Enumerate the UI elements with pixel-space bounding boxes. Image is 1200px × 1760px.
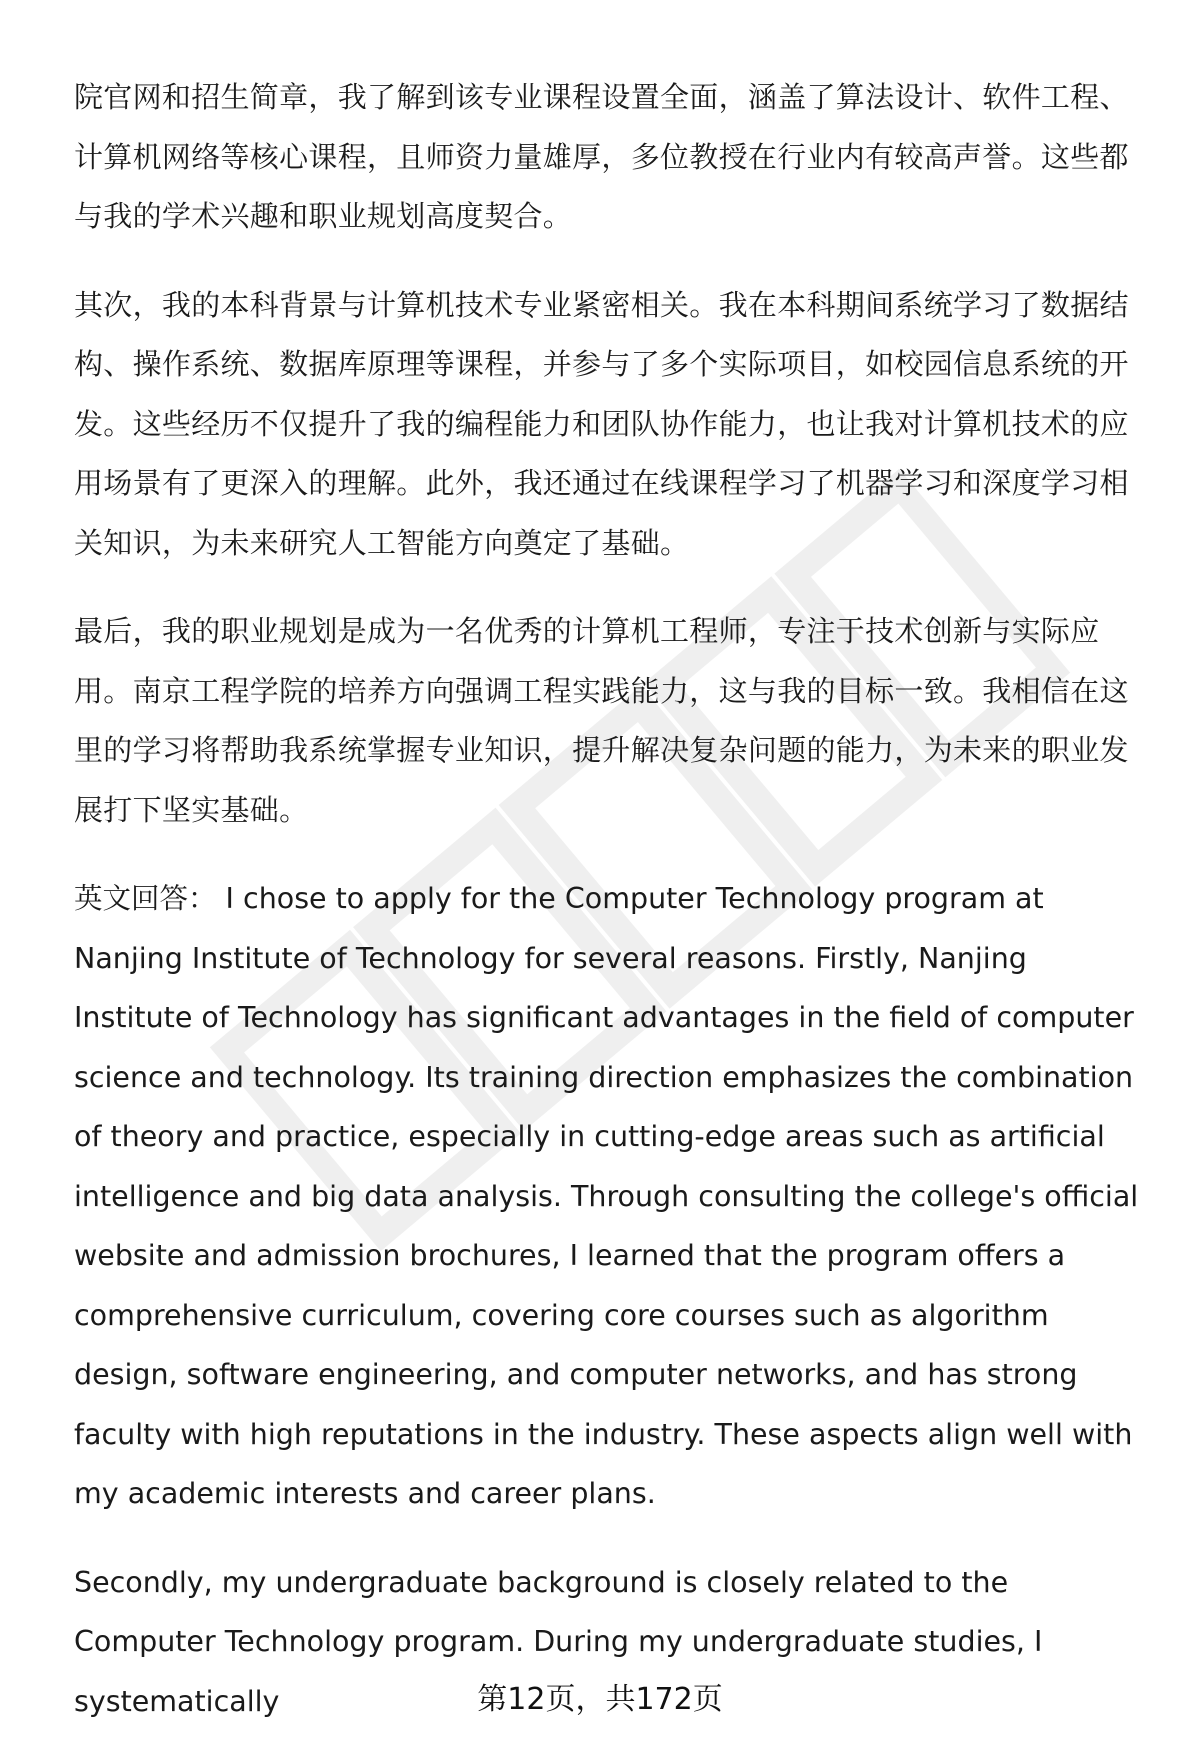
paragraph-1: 院官网和招生简章，我了解到该专业课程设置全面，涵盖了算法设计、软件工程、计算机网络等核心课程，且师资力量雄厚，多位教授在行业内有较高声誉。这些都与我的学术兴趣和职业规划高度契合。 [74,80,1129,233]
page-number-footer: 第12页，共172页 [477,1682,723,1717]
document-body [74,68,1154,1760]
paragraph-3: 最后，我的职业规划是成为一名优秀的计算机工程师，专注于技术创新与实际应用。南京工程学院的培养方向强调工程实践能力，这与我的目标一致。我相信在这里的学习将帮助我系统掌握专业知识，提升解决复杂问题的能力，为未来的职业发展打下坚实基础。 [74,614,1129,827]
paragraph-2: 其次，我的本科背景与计算机技术专业紧密相关。我在本科期间系统学习了数据结构、操作系统、数据库原理等课程，并参与了多个实际项目，如校园信息系统的开发。这些经历不仅提升了我的编程能力和团队协作能力，也让我对计算机技术的应用场景有了更深入的理解。此外，我还通过在线课程学习了机器学习和深度学习相关知识，为未来研究人工智能方向奠定了基础。 [74,287,1129,560]
paragraph-4: 英文回答： I chose to apply for the Computer Technology program at Nanjing Institute of Technology for several reasons. Firstly, Nanjing Institute of Technology has significant advantages in the field of computer science and technology. Its training direction emphasizes the combination of theory and practice, especially in cutting-edge areas such as artificial intelligence and big data analysis. Through consulting the college's official website and admission brochures, I learned that the program offers a comprehensive curriculum, covering core courses such as algorithm design, software engineering, and computer networks, and has strong faculty with high reputations in the industry. These aspects align well with my academic interests and career plans. [74,882,1139,1510]
paragraph-5: Secondly, my undergraduate background is closely related to the Computer Technology program. During my undergraduate studies, I systematically [74,1565,1043,1718]
